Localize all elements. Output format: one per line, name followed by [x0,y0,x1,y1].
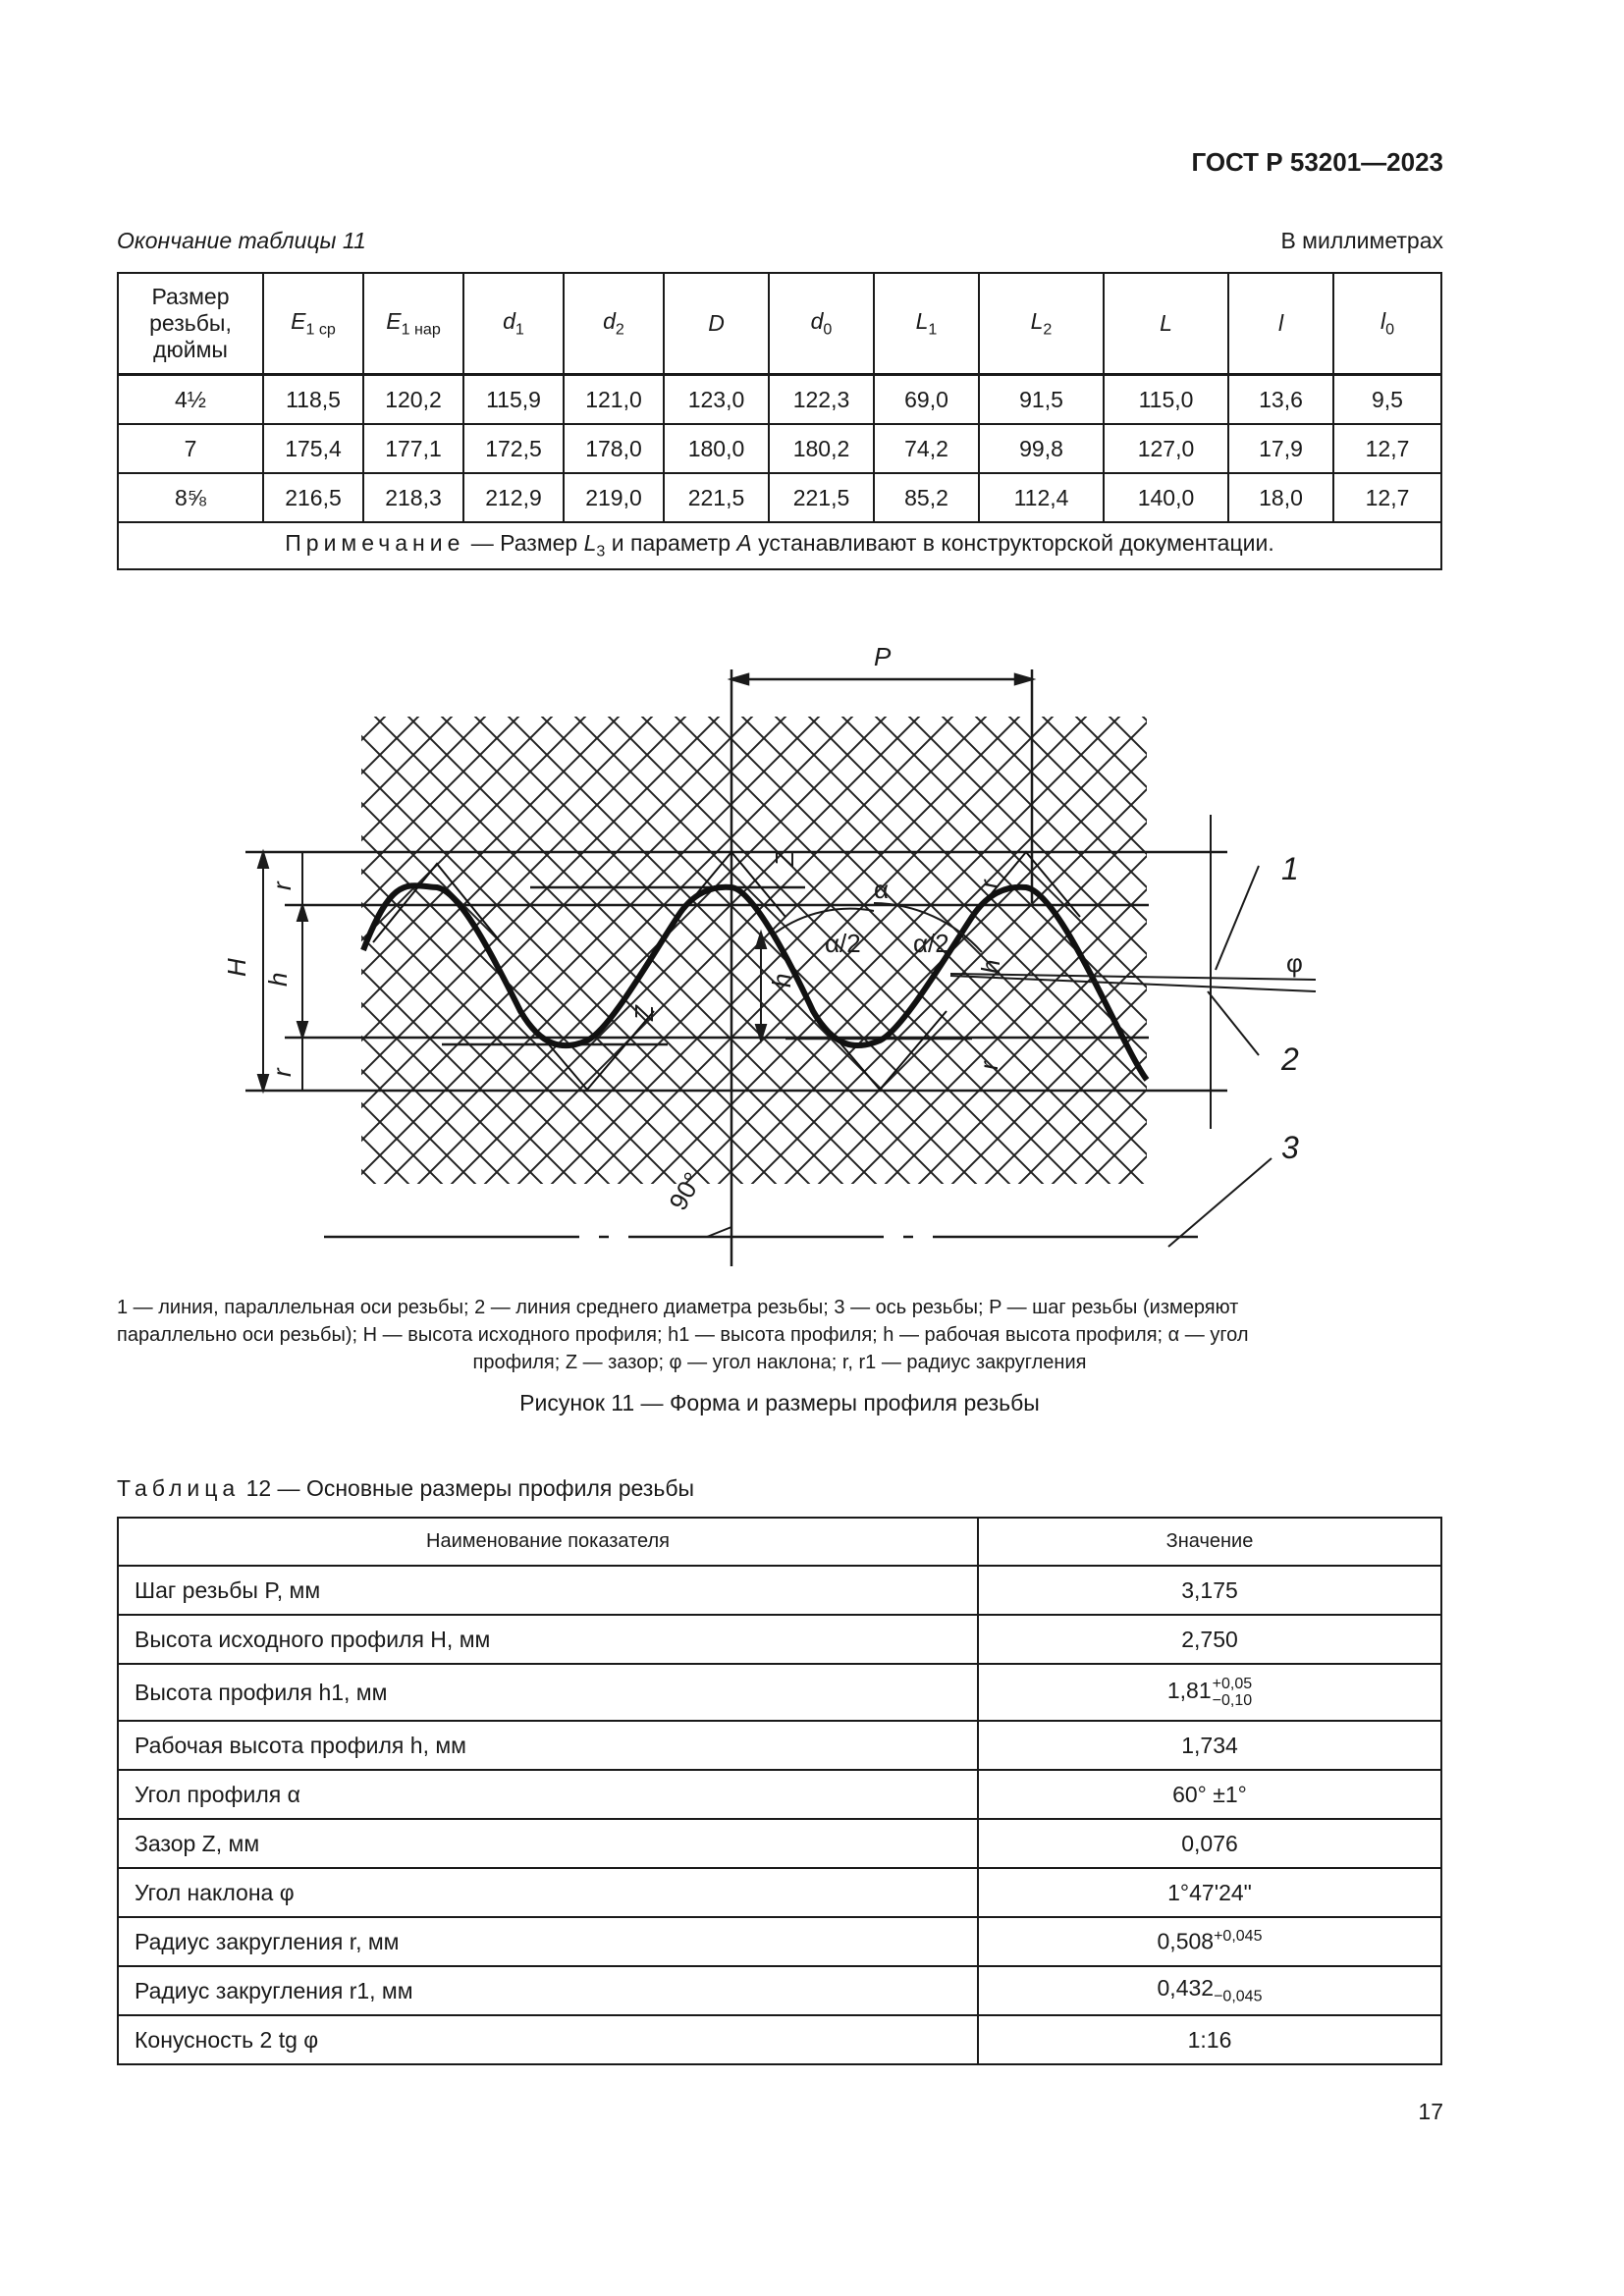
table12 [117,1517,1442,2065]
label-Z-top: Z [770,851,799,867]
header-D: D [664,273,769,375]
thread-profile-figure [196,638,1355,1276]
header-e1-nar: $E_{1 нар}$ [363,273,463,375]
label-Z-bottom: Z [629,1005,659,1021]
label-h1: h [263,972,293,987]
label-r1-left-bottom: r [267,1068,297,1077]
header-L1: $L_1$ [874,273,979,375]
label-r-right-bottom: r [974,1061,1003,1070]
table11-row: 7 175,4 177,1 172,5 178,0 180,0 180,2 74,2 99,8 127,0 17,9 12,7 [118,424,1441,473]
table12-row: Зазор Z, мм 0,076 [118,1819,1441,1868]
table12-caption: Таблица 12 — Основные размеры профиля резьбы [117,1475,695,1501]
label-P: P [874,642,892,671]
label-2: 2 [1281,1041,1299,1077]
table12-row: Высота исходного профиля H, мм 2,750 [118,1615,1441,1664]
header-L: L [1104,273,1228,375]
table11-row: 8⅝ 216,5 218,3 212,9 219,0 221,5 221,5 85,2 112,4 140,0 18,0 12,7 [118,473,1441,522]
header-e1-cp: $E_{1 ср}$ [263,273,363,375]
label-r1-right-top: r [974,880,1003,888]
label-h1-right: h [976,959,1005,974]
label-r-left-top: r [267,881,297,890]
label-alpha-half-left: α/2 [825,929,861,958]
document-code: ГОСТ Р 53201—2023 [1191,147,1443,177]
header-l: l [1228,273,1333,375]
table12-header-row [118,1518,1441,1566]
label-H: H [222,958,251,977]
label-3: 3 [1281,1130,1299,1165]
header-L2: $L_2$ [979,273,1104,375]
header-value: Значение [978,1518,1441,1566]
label-alpha: α [874,875,890,904]
page-number: 17 [1418,2099,1443,2124]
label-alpha-half-right: α/2 [913,929,949,958]
table11-units: В миллиметрах [1280,228,1443,253]
table11 [117,272,1442,570]
table12-row: Рабочая высота профиля h, мм 1,734 [118,1721,1441,1770]
figure-legend [117,1294,1442,1376]
table12-row: Высота профиля h1, мм 1,81+0,05 −0,10 [118,1664,1441,1721]
table12-row: Радиус закругления r1, мм $0,432_{-0,045}$ [118,1966,1441,2015]
label-1: 1 [1281,851,1299,886]
label-h: h [767,973,796,988]
header-d0: $d_0$ [769,273,874,375]
hatched-area [361,717,1147,1184]
figure-caption: Рисунок 11 — Форма и размеры профиля резьбы [519,1390,1040,1415]
label-phi: φ [1286,948,1303,978]
table12-row: Шаг резьбы P, мм 3,175 [118,1566,1441,1615]
table11-note-row [118,522,1441,569]
header-thread-size: Размер резьбы, дюймы [118,273,263,375]
table11-row: 4½ 118,5 120,2 115,9 121,0 123,0 122,3 69,0 91,5 115,0 13,6 9,5 [118,375,1441,425]
table11-header-row [118,273,1441,375]
table12-row: Конусность 2 tg φ 1:16 [118,2015,1441,2064]
header-d1: $d_1$ [463,273,564,375]
table11-note: Примечание — Размер $L_3$ и параметр A устанавливают в конструкторской документации. [118,522,1441,569]
table12-row: Угол наклона φ 1°47'24" [118,1868,1441,1917]
legend-line-3: профиля; Z — зазор; φ — угол наклона; r, r1 — радиус закругления [472,1352,1087,1373]
table12-row: Радиус закругления r, мм $0,508^{+0,045}$ [118,1917,1441,1966]
table12-row: Угол профиля α 60° ±1° [118,1770,1441,1819]
legend-line-2: параллельно оси резьбы); H — высота исходного профиля; h1 — высота профиля; h — рабочая высота профиля; α — угол [117,1324,1249,1346]
header-l0: $l_0$ [1333,273,1441,375]
table11-caption: Окончание таблицы 11 [117,228,366,253]
label-90-degrees: 90° [663,1166,708,1215]
header-indicator-name: Наименование показателя [118,1518,978,1566]
header-d2: $d_2$ [564,273,664,375]
legend-line-1: 1 — линия, параллельная оси резьбы; 2 — линия среднего диаметра резьбы; 3 — ось резьбы; P — шаг резьбы (измеряют [117,1297,1239,1318]
